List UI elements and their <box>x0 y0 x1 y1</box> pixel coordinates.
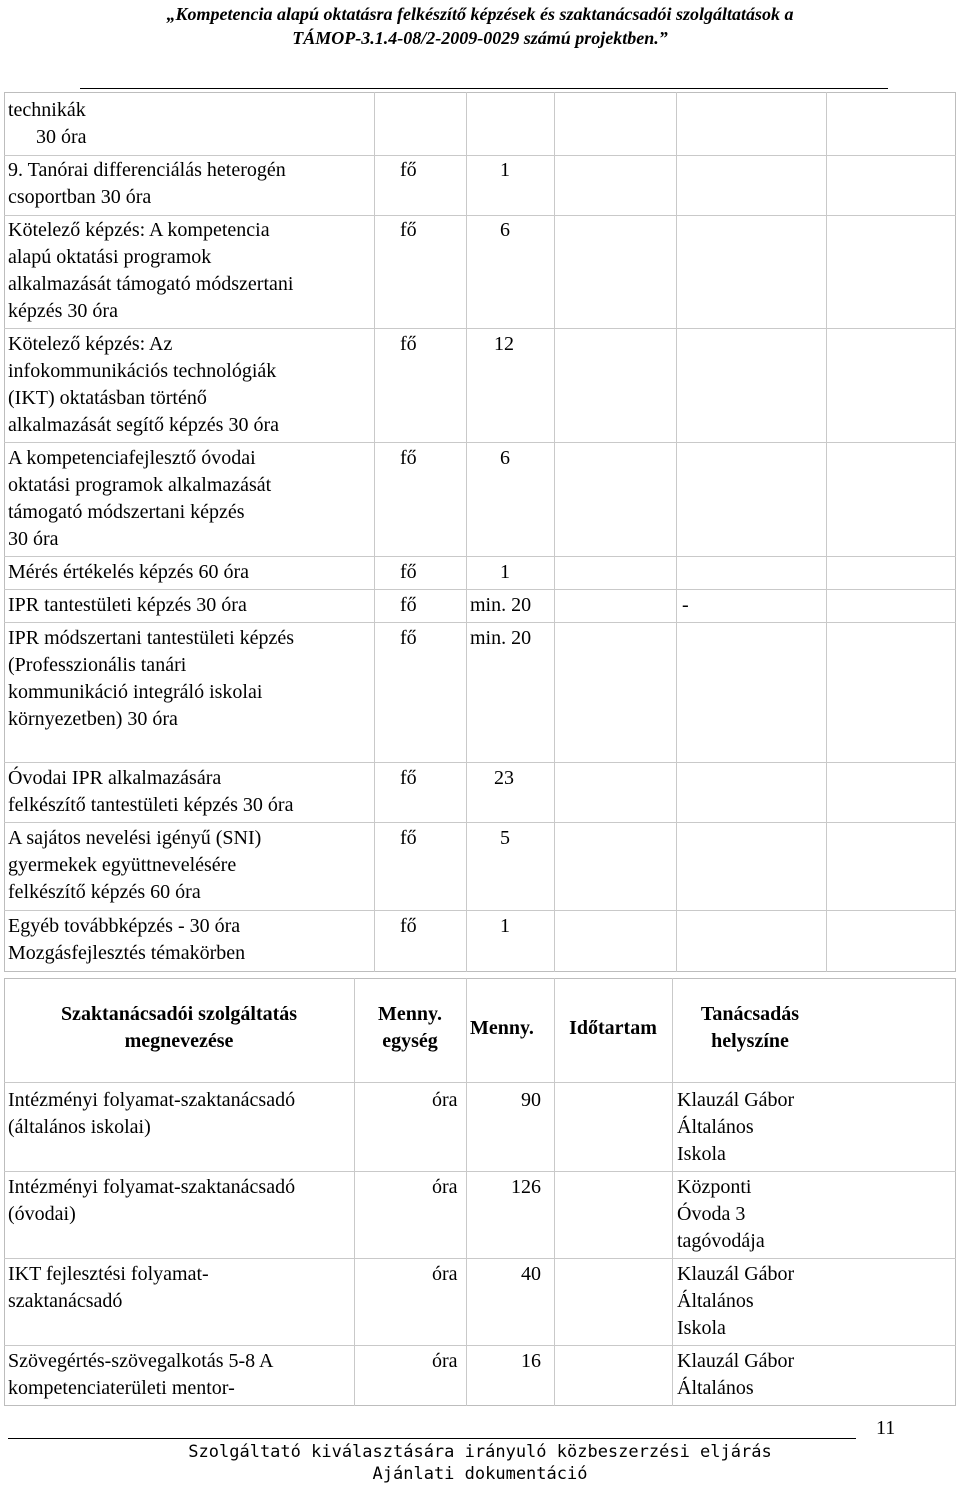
service-name: (óvodai) <box>8 1203 76 1225</box>
quantity-cell: min. 20 <box>470 594 532 616</box>
quantity-cell: 1 <box>500 561 510 583</box>
training-name: Óvodai IPR alkalmazására <box>8 767 222 789</box>
training-name: alkalmazását segítő képzés 30 óra <box>8 414 279 436</box>
unit-cell: fő <box>400 561 417 583</box>
training-name: Kötelező képzés: Az <box>8 333 173 355</box>
service-name-header: megnevezése <box>124 1030 234 1052</box>
training-name: 30 óra <box>8 528 59 550</box>
unit-cell: fő <box>400 915 417 937</box>
unit-cell: fő <box>400 159 417 181</box>
training-name: felkészítő tantestületi képzés 30 óra <box>8 794 294 816</box>
unit-cell: óra <box>432 1263 458 1285</box>
training-name: A kompetenciafejlesztő óvodai <box>8 447 256 469</box>
place-cell: Általános <box>677 1290 754 1312</box>
quantity-cell: 1 <box>500 159 510 181</box>
place-cell: Általános <box>677 1377 754 1399</box>
quantity-cell: 12 <box>494 333 514 355</box>
training-name: alapú oktatási programok <box>8 246 212 268</box>
page-number: 11 <box>876 1417 896 1439</box>
service-name: IKT fejlesztési folyamat- <box>8 1263 209 1285</box>
service-name-header: Szaktanácsadói szolgáltatás <box>60 1003 298 1025</box>
service-name: Intézményi folyamat-szaktanácsadó <box>8 1089 296 1111</box>
place-cell: Klauzál Gábor <box>677 1350 795 1372</box>
quantity-header: Menny. <box>470 1017 534 1039</box>
place-cell: Óvoda 3 <box>677 1203 746 1225</box>
service-name: szaktanácsadó <box>8 1290 123 1312</box>
unit-cell: fő <box>400 594 417 616</box>
project-header-line-2: TÁMOP-3.1.4-08/2-2009-0029 számú projektben.” <box>292 28 668 48</box>
training-name: IPR tantestületi képzés 30 óra <box>8 594 247 616</box>
training-name: Mérés értékelés képzés 60 óra <box>8 561 249 583</box>
place-cell: Központi <box>677 1176 752 1198</box>
unit-header: egység <box>382 1030 438 1052</box>
unit-cell: fő <box>400 447 417 469</box>
training-name: IPR módszertani tantestületi képzés <box>8 627 295 649</box>
training-name: Kötelező képzés: A kompetencia <box>8 219 270 241</box>
unit-cell: fő <box>400 333 417 355</box>
unit-cell: óra <box>432 1089 458 1111</box>
training-name: képzés 30 óra <box>8 300 118 322</box>
training-name: alkalmazását támogató módszertani <box>8 273 294 295</box>
quantity-cell: 40 <box>521 1263 541 1285</box>
unit-cell: fő <box>400 767 417 789</box>
unit-cell: óra <box>432 1176 458 1198</box>
place-header: helyszíne <box>711 1030 789 1052</box>
unit-cell: fő <box>400 827 417 849</box>
unit-cell: fő <box>400 627 417 649</box>
quantity-cell: 1 <box>500 915 510 937</box>
service-name: Intézményi folyamat-szaktanácsadó <box>8 1176 296 1198</box>
place-cell: Iskola <box>677 1143 726 1165</box>
quantity-cell: 23 <box>494 767 514 789</box>
training-name: gyermekek együttnevelésére <box>8 854 237 876</box>
place-header: Tanácsadás <box>700 1003 800 1025</box>
extra-cell: - <box>682 594 689 616</box>
training-name: infokommunikációs technológiák <box>8 360 277 382</box>
training-name: (Professzionális tanári <box>8 654 187 676</box>
training-name: csoportban 30 óra <box>8 186 152 208</box>
quantity-cell: 6 <box>500 219 510 241</box>
duration-header: Időtartam <box>569 1017 657 1039</box>
unit-cell: fő <box>400 219 417 241</box>
unit-cell: óra <box>432 1350 458 1372</box>
header-rule <box>80 88 888 89</box>
place-cell: tagóvodája <box>677 1230 765 1252</box>
training-name: technikák <box>8 99 86 121</box>
quantity-cell: 6 <box>500 447 510 469</box>
quantity-cell: 5 <box>500 827 510 849</box>
training-name: környezetben) 30 óra <box>8 708 178 730</box>
place-cell: Iskola <box>677 1317 726 1339</box>
place-cell: Általános <box>677 1116 754 1138</box>
quantity-cell: min. 20 <box>470 627 532 649</box>
training-name: Mozgásfejlesztés témakörben <box>8 942 246 964</box>
training-name: A sajátos nevelési igényű (SNI) <box>8 827 262 849</box>
quantity-cell: 16 <box>521 1350 541 1372</box>
unit-header: Menny. <box>378 1003 442 1025</box>
quantity-cell: 90 <box>521 1089 541 1111</box>
training-name: felkészítő képzés 60 óra <box>8 881 201 903</box>
place-cell: Klauzál Gábor <box>677 1263 795 1285</box>
training-name: 9. Tanórai differenciálás heterogén <box>8 159 286 181</box>
project-header-line-1: „Kompetencia alapú oktatásra felkészítő képzések és szaktanácsadói szolgáltatások a <box>166 4 794 24</box>
service-name: kompetenciaterületi mentor- <box>8 1377 235 1399</box>
training-name: oktatási programok alkalmazását <box>8 474 272 496</box>
training-name: támogató módszertani képzés <box>8 501 245 523</box>
place-cell: Klauzál Gábor <box>677 1089 795 1111</box>
training-name: (IKT) oktatásban történő <box>8 387 207 409</box>
footer-rule <box>8 1438 856 1439</box>
training-name: 30 óra <box>36 126 87 148</box>
service-name: (általános iskolai) <box>8 1116 151 1138</box>
training-name: Egyéb továbbképzés - 30 óra <box>8 915 241 937</box>
training-name: kommunikáció integráló iskolai <box>8 681 263 703</box>
quantity-cell: 126 <box>511 1176 541 1198</box>
service-name: Szövegértés-szövegalkotás 5-8 A <box>8 1350 274 1372</box>
footer-line-1: Szolgáltató kiválasztására irányuló közbeszerzési eljárás <box>188 1442 772 1462</box>
footer-line-2: Ajánlati dokumentáció <box>372 1464 588 1484</box>
